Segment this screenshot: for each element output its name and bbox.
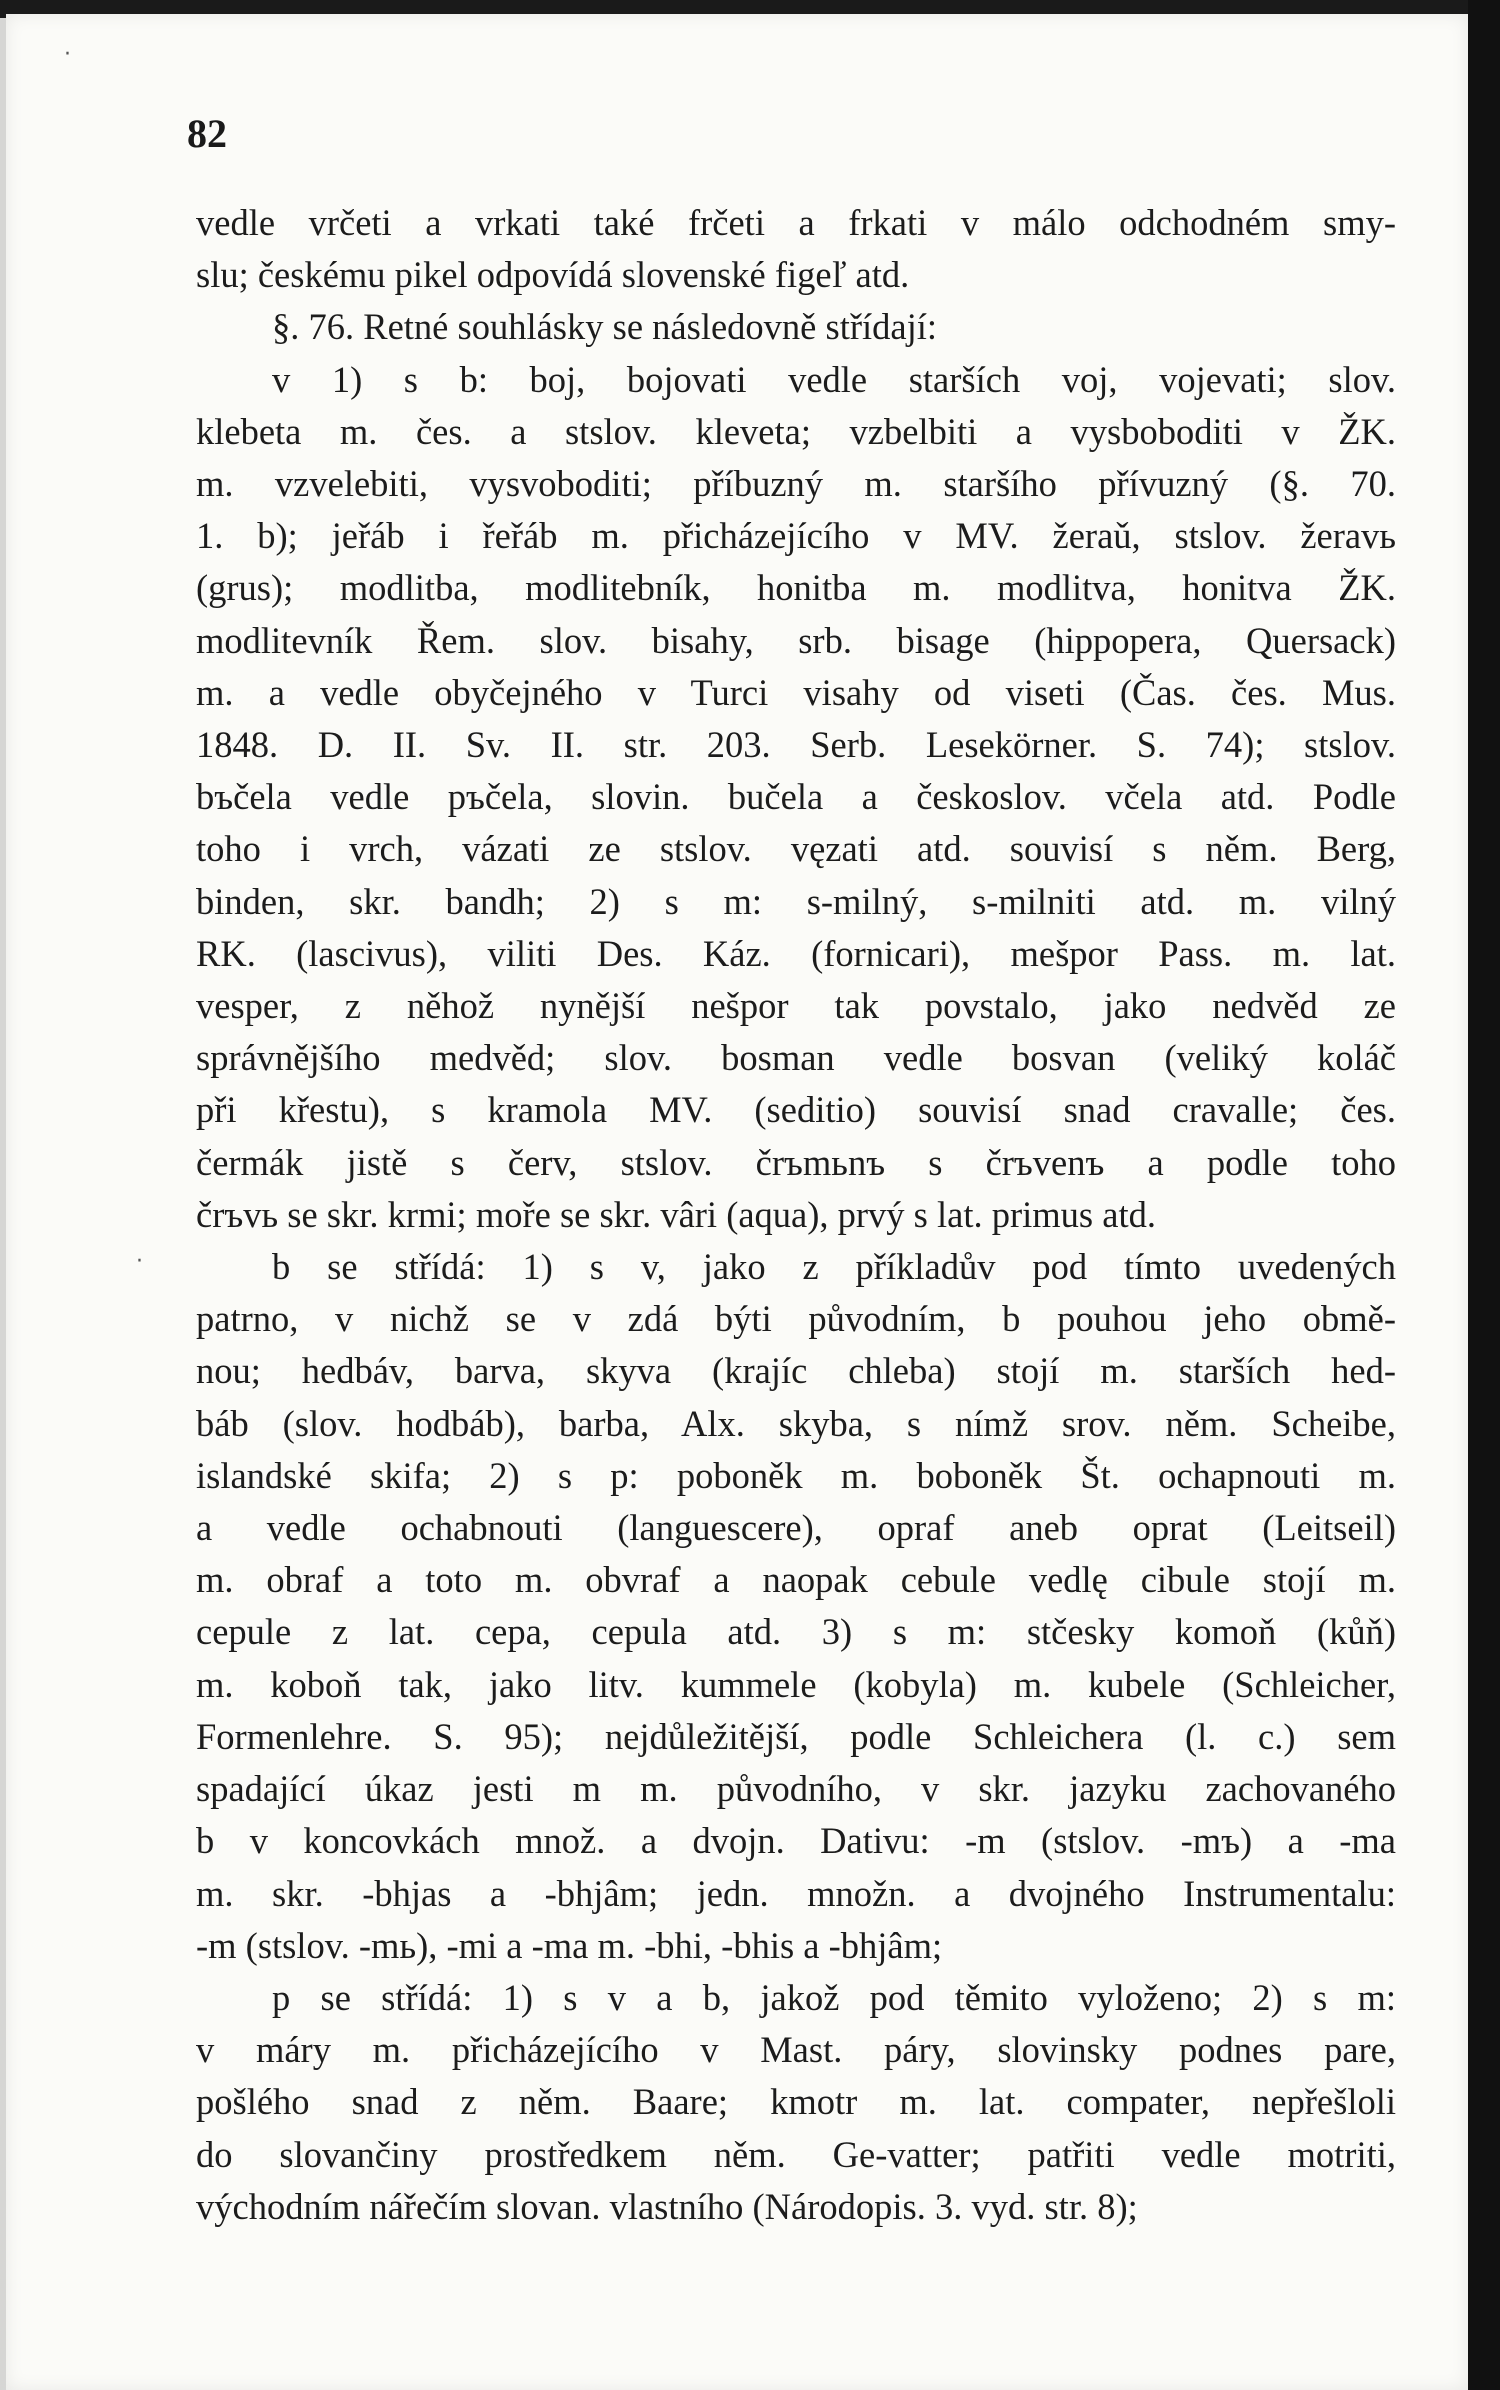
text-line: (grus); modlitba, modlitebník, honitba m. modlitva, honitva ŽK. xyxy=(196,567,1396,609)
text-line: modlitevník Řem. slov. bisahy, srb. bisage (hippopera, Quersack) xyxy=(196,619,1396,661)
text-line: 1. b); jeřáb i řeřáb m. přicházejícího v MV. žeraǔ, stslov. žeravь xyxy=(196,515,1396,557)
text-line: správnějšího medvěd; slov. bosman vedle bosvan (veliký koláč xyxy=(196,1037,1396,1079)
margin-speck: · xyxy=(136,1249,143,1274)
text-line: vedle vrčeti a vrkati také frčeti a frkati v málo odchodném smy- xyxy=(196,202,1396,243)
text-line: při křestu), s kramola MV. (seditio) souvisí snad cravalle; čes. xyxy=(196,1089,1396,1131)
text-line: bъčela vedle pъčela, slovin. bučela a českoslov. včela atd. Podle xyxy=(196,776,1396,818)
paragraph xyxy=(196,1972,1396,2233)
text-line: cepule z lat. cepa, cepula atd. 3) s m: stčesky komoň (kůň) xyxy=(196,1611,1396,1653)
page-number: 82 xyxy=(187,111,227,156)
text-line: islandské skifa; 2) s p: poboněk m. boboněk Št. ochapnouti m. xyxy=(196,1454,1396,1496)
book-page xyxy=(6,14,1468,2390)
text-line: p se střídá: 1) s v a b, jakož pod těmito vyloženo; 2) s m: xyxy=(272,1976,1396,2018)
text-line: nou; hedbáv, barva, skyva (krajíc chleba) stojí m. starších hed- xyxy=(196,1350,1396,1392)
text-line: a vedle ochabnouti (languescere), opraf aneb oprat (Leitseil) xyxy=(196,1507,1396,1549)
text-line: 1848. D. II. Sv. II. str. 203. Serb. Lesekörner. S. 74); stslov. xyxy=(196,724,1396,766)
text-line: toho i vrch, vázati ze stslov. vęzati atd. souvisí s něm. Berg, xyxy=(196,828,1396,870)
text-line: vesper, z něhož nynější nešpor tak povstalo, jako nedvěd ze xyxy=(196,985,1396,1027)
text-line: b v koncovkách množ. a dvojn. Dativu: -m (stslov. -mъ) a -ma xyxy=(196,1820,1396,1862)
text-line: v 1) s b: boj, bojovati vedle starších voj, vojevati; slov. xyxy=(272,358,1396,400)
text-line: Formenlehre. S. 95); nejdůležitější, podle Schleichera (l. c.) sem xyxy=(196,1715,1396,1757)
text-line: báb (slov. hodbáb), barba, Alx. skyba, s nímž srov. něm. Scheibe, xyxy=(196,1402,1396,1444)
paragraph xyxy=(196,354,1396,1241)
text-line: m. koboň tak, jako litv. kummele (kobyla) m. kubele (Schleicher, xyxy=(196,1663,1396,1705)
text-line: slu; českému pikel odpovídá slovenské figeľ atd. xyxy=(196,254,910,296)
paragraph xyxy=(196,1241,1396,1972)
text-line: RK. (lascivus), viliti Des. Káz. (fornicari), mešpor Pass. m. lat. xyxy=(196,932,1396,974)
text-line: m. obraf a toto m. obvraf a naopak cebule vedlę cibule stojí m. xyxy=(196,1559,1396,1601)
paragraph xyxy=(196,197,1396,301)
text-line: klebeta m. čes. a stslov. kleveta; vzbelbiti a vysboboditi v ŽK. xyxy=(196,410,1396,452)
text-line: pošlého snad z něm. Baare; kmotr m. lat. compater, nepřešloli xyxy=(196,2081,1396,2123)
text-line: východním nářečím slovan. vlastního (Národopis. 3. vyd. str. 8); xyxy=(196,2185,1138,2227)
text-line: binden, skr. bandh; 2) s m: s-milný, s-milniti atd. m. vilný xyxy=(196,880,1396,922)
text-line: b se střídá: 1) s v, jako z příkladův pod tímto uvedených xyxy=(272,1246,1396,1288)
text-line: spadající úkaz jesti m m. původního, v skr. jazyku zachovaného xyxy=(196,1768,1396,1810)
text-line: m. skr. -bhjas a -bhjâm; jedn. množn. a dvojného Instrumentalu: xyxy=(196,1872,1396,1914)
text-line: črъvь se skr. krmi; moře se skr. vâri (aqua), prvý s lat. primus atd. xyxy=(196,1193,1156,1235)
text-line: čermák jistě s červ, stslov. črъmьnъ s črъvenъ a podle toho xyxy=(196,1141,1396,1183)
text-line: m. a vedle obyčejného v Turci visahy od viseti (Čas. čes. Mus. xyxy=(196,671,1396,713)
body-text xyxy=(196,197,1396,2233)
text-line: m. vzvelebiti, vysvoboditi; příbuzný m. staršího přívuzný (§. 70. xyxy=(196,463,1396,505)
text-line: §. 76. Retné souhlásky se následovně střídají: xyxy=(272,306,938,348)
paragraph xyxy=(196,301,1396,353)
text-line: -m (stslov. -mь), -mi a -ma m. -bhi, -bhis a -bhjâm; xyxy=(196,1924,943,1966)
margin-speck: · xyxy=(64,42,71,67)
text-line: patrno, v nichž se v zdá býti původním, b pouhou jeho obmě- xyxy=(196,1298,1396,1340)
text-line: do slovančiny prostředkem něm. Ge-vatter; patřiti vedle motriti, xyxy=(196,2133,1396,2175)
text-line: v máry m. přicházejícího v Mast. páry, slovinsky podnes pare, xyxy=(196,2029,1396,2071)
scan-border-right xyxy=(1468,0,1500,2390)
